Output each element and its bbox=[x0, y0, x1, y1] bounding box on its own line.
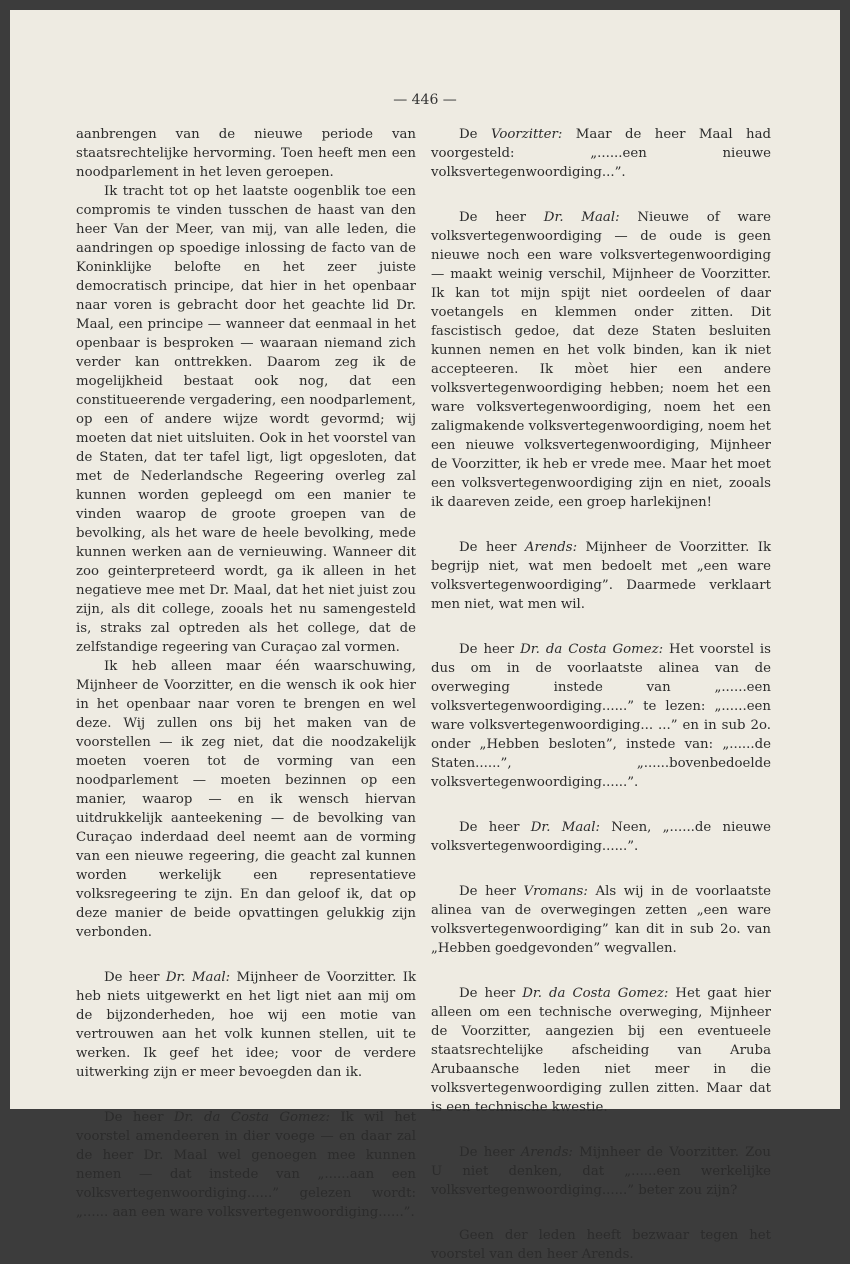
speech-dr-maal: De heer Dr. Maal: Neen, „......de nieuwe volksvertegenwoordiging......”. bbox=[431, 820, 772, 854]
paragraph: Ik heb alleen maar één waarschuwing, Mijnheer de Voorzitter, en die wensch ik ook hier in het openbaar naar voren te brengen en wel deze. Wij zullen ons bij het maken van de voorstellen — ik zeg niet, dat die noodzakelijk moeten voeren tot de vorming van een noodparlement — moeten bezinnen op een manier, waarop — en ik wensch hiervan uitdrukkelijk aanteekening — de bevolking van Curaçao inderdaad deel neemt aan de vorming van een nieuwe regeering, die geacht zal kunnen worden werkelijk een representatieve volksregeering te zijn. En dan geloof ik, dat op deze manier de beide opvattingen gelukkig zijn verbonden. bbox=[76, 659, 416, 940]
speech-da-costa-gomez: De heer Dr. da Costa Gomez: Het gaat hier alleen om een technische overweging, Mijnheer de Voorzitter, aangezien bij een eventueele staatsrechtelijke afscheiding van Aruba Arubaansche leden niet meer in die volksvertegenwoordiging zullen zitten. Maar dat is een technische kwestie. bbox=[431, 986, 772, 1115]
speaker-name: Dr. Maal: bbox=[165, 970, 231, 985]
speaker-name: Arends: bbox=[520, 1145, 573, 1160]
speaker-name: Dr. Maal: bbox=[543, 210, 620, 225]
speaker-name: Dr. da Costa Gomez: bbox=[173, 1110, 330, 1125]
speaker-name: Vromans: bbox=[523, 884, 588, 899]
speech-arends: De heer Arends: Mijnheer de Voorzitter. Zou U niet denken, dat „......een werkelijke volksvertegenwoordiging......” beter zou zijn? bbox=[431, 1145, 771, 1198]
speech-dr-maal: De heer Dr. Maal: Mijnheer de Voorzitter. Ik heb niets uitgewerkt en het ligt niet aan mij om de bijzonderheden, hoe wij een motie van vertrouwen aan het volk kunnen stellen, uit te werken. Ik geef het idee; voor de verdere uitwerking zijn er meer bevoegden dan ik. bbox=[76, 970, 416, 1080]
page-number: — 446 — bbox=[393, 92, 457, 108]
speech-da-costa-gomez: De heer Dr. da Costa Gomez: Het voorstel is dus om in de voorlaatste alinea van de overweging instede van „......een volksvertegenwoordiging......” te lezen: „......een ware volksvertegenwoordiging... ...” en in sub 2o. onder „Hebben besloten”, instede van: „......de Staten......”, „......bovenbedoelde volksvertegenwoordiging......”. bbox=[431, 642, 772, 790]
left-column bbox=[76, 125, 416, 1222]
speech-da-costa-gomez: De heer Dr. da Costa Gomez: Ik wil het voorstel amendeeren in dier voege — en daar zal de heer Dr. Maal wel genoegen mee kunnen nemen — dat instede van „......aan een volksvertegenwoordiging......” gelezen wordt: „...... aan een ware volksvertegenwoordiging......”. bbox=[76, 1110, 416, 1220]
right-column bbox=[431, 125, 771, 1264]
speech-dr-maal: De heer Dr. Maal: Nieuwe of ware volksvertegenwoordiging — de oude is geen nieuwe noch een ware volksvertegenwoordiging — maakt weinig verschil, Mijnheer de Voorzitter. Ik kan tot mijn spijt niet oordeelen of daar voetangels en klemmen onder zitten. Dit fascistisch gedoe, dat deze Staten besluiten kunnen nemen en het volk binden, kan ik niet accepteeren. Ik mòet hier een andere volksvertegenwoordiging hebben; noem het een ware volksvertegenwoordiging, noem het een zaligmakende volksvertegenwoordiging, noem het een nieuwe volksvertegenwoordiging, Mijnheer de Voorzitter, ik heb er vrede mee. Maar het moet een volksvertegenwoordiging zijn en niet, zooals ik daareven zeide, een groep harlekijnen! bbox=[431, 210, 771, 510]
speech-arends: De heer Arends: Mijnheer de Voorzitter. Ik begrijp niet, wat men bedoelt met „een ware volksvertegenwoordiging”. Daarmede verklaart men niet, wat men wil. bbox=[431, 540, 772, 612]
speaker-name: Dr. Maal: bbox=[530, 820, 600, 835]
document-page bbox=[10, 10, 840, 1262]
speaker-name: Voorzitter: bbox=[490, 127, 563, 142]
speaker-name: Dr. da Costa Gomez: bbox=[520, 642, 664, 657]
speech-voorzitter: De Voorzitter: Maar de heer Maal had voorgesteld: „......een nieuwe volksvertegenwoordiging...”. bbox=[431, 127, 772, 180]
speech-vromans: De heer Vromans: Als wij in de voorlaatste alinea van de overwegingen zetten „een ware volksvertegenwoordiging” kan dit in sub 2o. van „Hebben goedgevonden” wegvallen. bbox=[431, 884, 771, 956]
paragraph: aanbrengen van de nieuwe periode van staatsrechtelijke hervorming. Toen heeft men een noodparlement in het leven geroepen. bbox=[76, 127, 416, 180]
speaker-name: Arends: bbox=[524, 540, 578, 555]
paragraph: Ik tracht tot op het laatste oogenblik toe een compromis te vinden tusschen de haast van den heer Van der Meer, van mij, van alle leden, die aandringen op spoedige inlossing de facto van de Koninklijke belofte en het zeer juiste democratisch principe, dat hier in het openbaar naar voren is gebracht door het geachte lid Dr. Maal, een principe — wanneer dat eenmaal in het openbaar is besproken — waaraan niemand zich verder kan onttrekken. Daarom zeg ik de mogelijkheid bestaat ook nog, dat een constitueerende vergadering, een noodparlement, op een of andere wijze wordt gevormd; wij moeten dat niet uitsluiten. Ook in het voorstel van de Staten, dat ter tafel ligt, ligt opgesloten, dat met de Nederlandsche Regeering overleg zal kunnen worden gepleegd om een manier te vinden waarop de groote groepen van de bevolking, als het ware de heele bevolking, mede kunnen werken aan de vernieuwing. Wanneer dit zoo geinterpreteerd wordt, ga ik alleen in het negatieve mee met Dr. Maal, dat het niet juist zou zijn, als dit college, zooals het nu samengesteld is, straks zal optreden als het college, dat de zelfstandige regeering van Curaçao zal vormen. bbox=[76, 184, 416, 655]
speaker-name: Dr. da Costa Gomez: bbox=[522, 986, 669, 1001]
closing-statement: Geen der leden heeft bezwaar tegen het voorstel van den heer Arends. bbox=[431, 1228, 771, 1262]
